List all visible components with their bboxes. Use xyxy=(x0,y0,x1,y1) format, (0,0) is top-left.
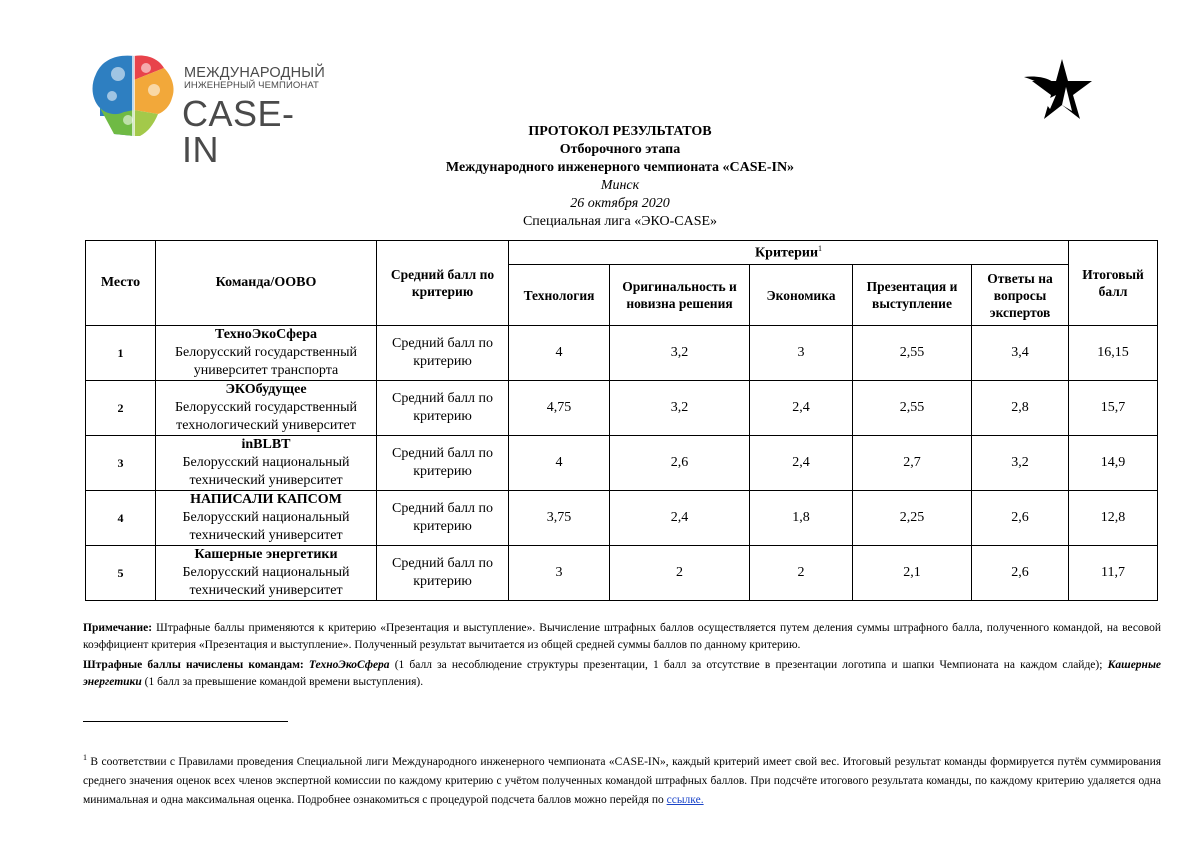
place-cell: 3 xyxy=(86,436,156,491)
total-cell: 14,9 xyxy=(1069,436,1158,491)
score-cell: 3,2 xyxy=(972,436,1069,491)
note-section xyxy=(83,620,1161,694)
rules-link[interactable]: ссылке. xyxy=(666,793,704,806)
doc-city: Минск xyxy=(600,178,640,193)
doc-championship: Международного инженерного чемпионата «CASE-IN» xyxy=(445,160,795,175)
team-cell xyxy=(156,326,377,381)
score-cell: 3 xyxy=(509,546,610,601)
footnote-mark: 1 xyxy=(83,753,87,762)
score-cell: 3,2 xyxy=(610,381,750,436)
score-cell: 2,4 xyxy=(610,491,750,546)
doc-title: ПРОТОКОЛ РЕЗУЛЬТАТОВ xyxy=(528,124,712,139)
team-org: Белорусский национальный технический университет xyxy=(182,455,350,488)
team-name: ЭКОбудущее xyxy=(225,382,307,397)
score-cell: 2,4 xyxy=(750,436,853,491)
score-cell: 2 xyxy=(750,546,853,601)
header-team: Команда/ООВО xyxy=(156,241,377,326)
doc-date: 26 октября 2020 xyxy=(570,196,670,211)
header-criterion: Ответы на вопросы экспертов xyxy=(972,265,1069,326)
score-cell: 4 xyxy=(509,326,610,381)
footnote-text: В соответствии с Правилами проведения Специальной лиги Международного инженерного чемпионата «CASE-IN», каждый критерий имеет свой вес. Итоговый результат команды формируется путём суммирования среднего значения оценок всех членов экспертной комиссии по каждому критерию с учётом полученных командой штрафных баллов. При подсчёте итогового результата команды, по каждому критерию удаляется одна минимальная и одна максимальная оценка. Подробнее ознакомиться с процедурой подсчета баллов можно перейдя по xyxy=(83,755,1162,806)
total-cell: 15,7 xyxy=(1069,381,1158,436)
team-name: НАПИСАЛИ КАПСОМ xyxy=(190,492,342,507)
score-cell: 2,6 xyxy=(972,491,1069,546)
score-cell: 3,75 xyxy=(509,491,610,546)
score-cell: 2,55 xyxy=(853,326,972,381)
place-cell: 4 xyxy=(86,491,156,546)
doc-stage: Отборочного этапа xyxy=(559,142,681,157)
team-cell xyxy=(156,436,377,491)
table-row xyxy=(86,491,1158,546)
total-cell: 16,15 xyxy=(1069,326,1158,381)
team-name: ТехноЭкоСфера xyxy=(215,327,317,342)
header-criterion: Презентация и выступление xyxy=(853,265,972,326)
footnote xyxy=(83,748,1161,810)
header-place: Место xyxy=(86,241,156,326)
score-cell: 1,8 xyxy=(750,491,853,546)
team-org: Белорусский государственный университет транспорта xyxy=(175,345,357,378)
score-cell: 2,4 xyxy=(750,381,853,436)
total-cell: 12,8 xyxy=(1069,491,1158,546)
score-cell: 2 xyxy=(610,546,750,601)
avg-cell: Средний балл по критерию xyxy=(377,436,509,491)
score-cell: 3,2 xyxy=(610,326,750,381)
avg-cell: Средний балл по критерию xyxy=(377,326,509,381)
score-cell: 2,1 xyxy=(853,546,972,601)
score-cell: 3,4 xyxy=(972,326,1069,381)
logo-line1: МЕЖДУНАРОДНЫЙ xyxy=(184,65,325,81)
doc-league: Специальная лига «ЭКО-CASE» xyxy=(522,214,718,229)
team-cell xyxy=(156,546,377,601)
team-name: Кашерные энергетики xyxy=(194,547,338,562)
header-avg: Средний балл по критерию xyxy=(377,241,509,326)
total-cell: 11,7 xyxy=(1069,546,1158,601)
score-cell: 2,55 xyxy=(853,381,972,436)
score-cell: 2,6 xyxy=(610,436,750,491)
star-emblem-icon xyxy=(1022,57,1094,127)
score-cell: 2,25 xyxy=(853,491,972,546)
score-cell: 2,6 xyxy=(972,546,1069,601)
score-cell: 2,8 xyxy=(972,381,1069,436)
footnote-divider xyxy=(83,721,288,722)
header-total: Итоговый балл xyxy=(1069,241,1158,326)
header-criterion: Технология xyxy=(509,265,610,326)
results-table xyxy=(85,240,1158,601)
avg-cell: Средний балл по критерию xyxy=(377,381,509,436)
team-cell xyxy=(156,491,377,546)
avg-cell: Средний балл по критерию xyxy=(377,491,509,546)
logo-line2: ИНЖЕНЕРНЫЙ ЧЕМПИОНАТ xyxy=(184,80,319,92)
header-criterion: Оригинальность и новизна решения xyxy=(610,265,750,326)
note-paragraph: Примечание: Штрафные баллы применяются к критерию «Презентация и выступление». Вычисление штрафных баллов осуществляется путем деления суммы штрафного балла, полученного командой, на весовой коэффициент критерия «Презентация и выступление». Полученный результат вычитается из общей средней суммы баллов по данному критерию. xyxy=(83,622,1161,651)
score-cell: 3 xyxy=(750,326,853,381)
document-header xyxy=(0,123,1200,231)
score-cell: 2,7 xyxy=(853,436,972,491)
score-cell: 4 xyxy=(509,436,610,491)
team-org: Белорусский государственный технологический университет xyxy=(175,400,357,433)
header-criterion: Экономика xyxy=(750,265,853,326)
team-name: inBLBT xyxy=(241,437,291,452)
place-cell: 2 xyxy=(86,381,156,436)
table-row xyxy=(86,436,1158,491)
header-criteria: Критерии$^1$ xyxy=(509,241,1069,265)
team-cell xyxy=(156,381,377,436)
place-cell: 5 xyxy=(86,546,156,601)
table-row xyxy=(86,381,1158,436)
avg-cell: Средний балл по критерию xyxy=(377,546,509,601)
score-cell: 4,75 xyxy=(509,381,610,436)
penalty-paragraph: Штрафные баллы начислены командам: ТехноЭкоСфера (1 балл за несоблюдение структуры презентации, 1 балл за отсутствие в презентации логотипа и шапки Чемпионата на каждом слайде); Кашерные энергетики (1 балл за превышение командой времени выступления). xyxy=(83,659,1162,688)
team-org: Белорусский национальный технический университет xyxy=(182,510,350,543)
table-row xyxy=(86,326,1158,381)
table-row xyxy=(86,546,1158,601)
place-cell: 1 xyxy=(86,326,156,381)
logo-brand: CASE-IN xyxy=(182,93,295,170)
team-org: Белорусский национальный технический университет xyxy=(182,565,350,598)
